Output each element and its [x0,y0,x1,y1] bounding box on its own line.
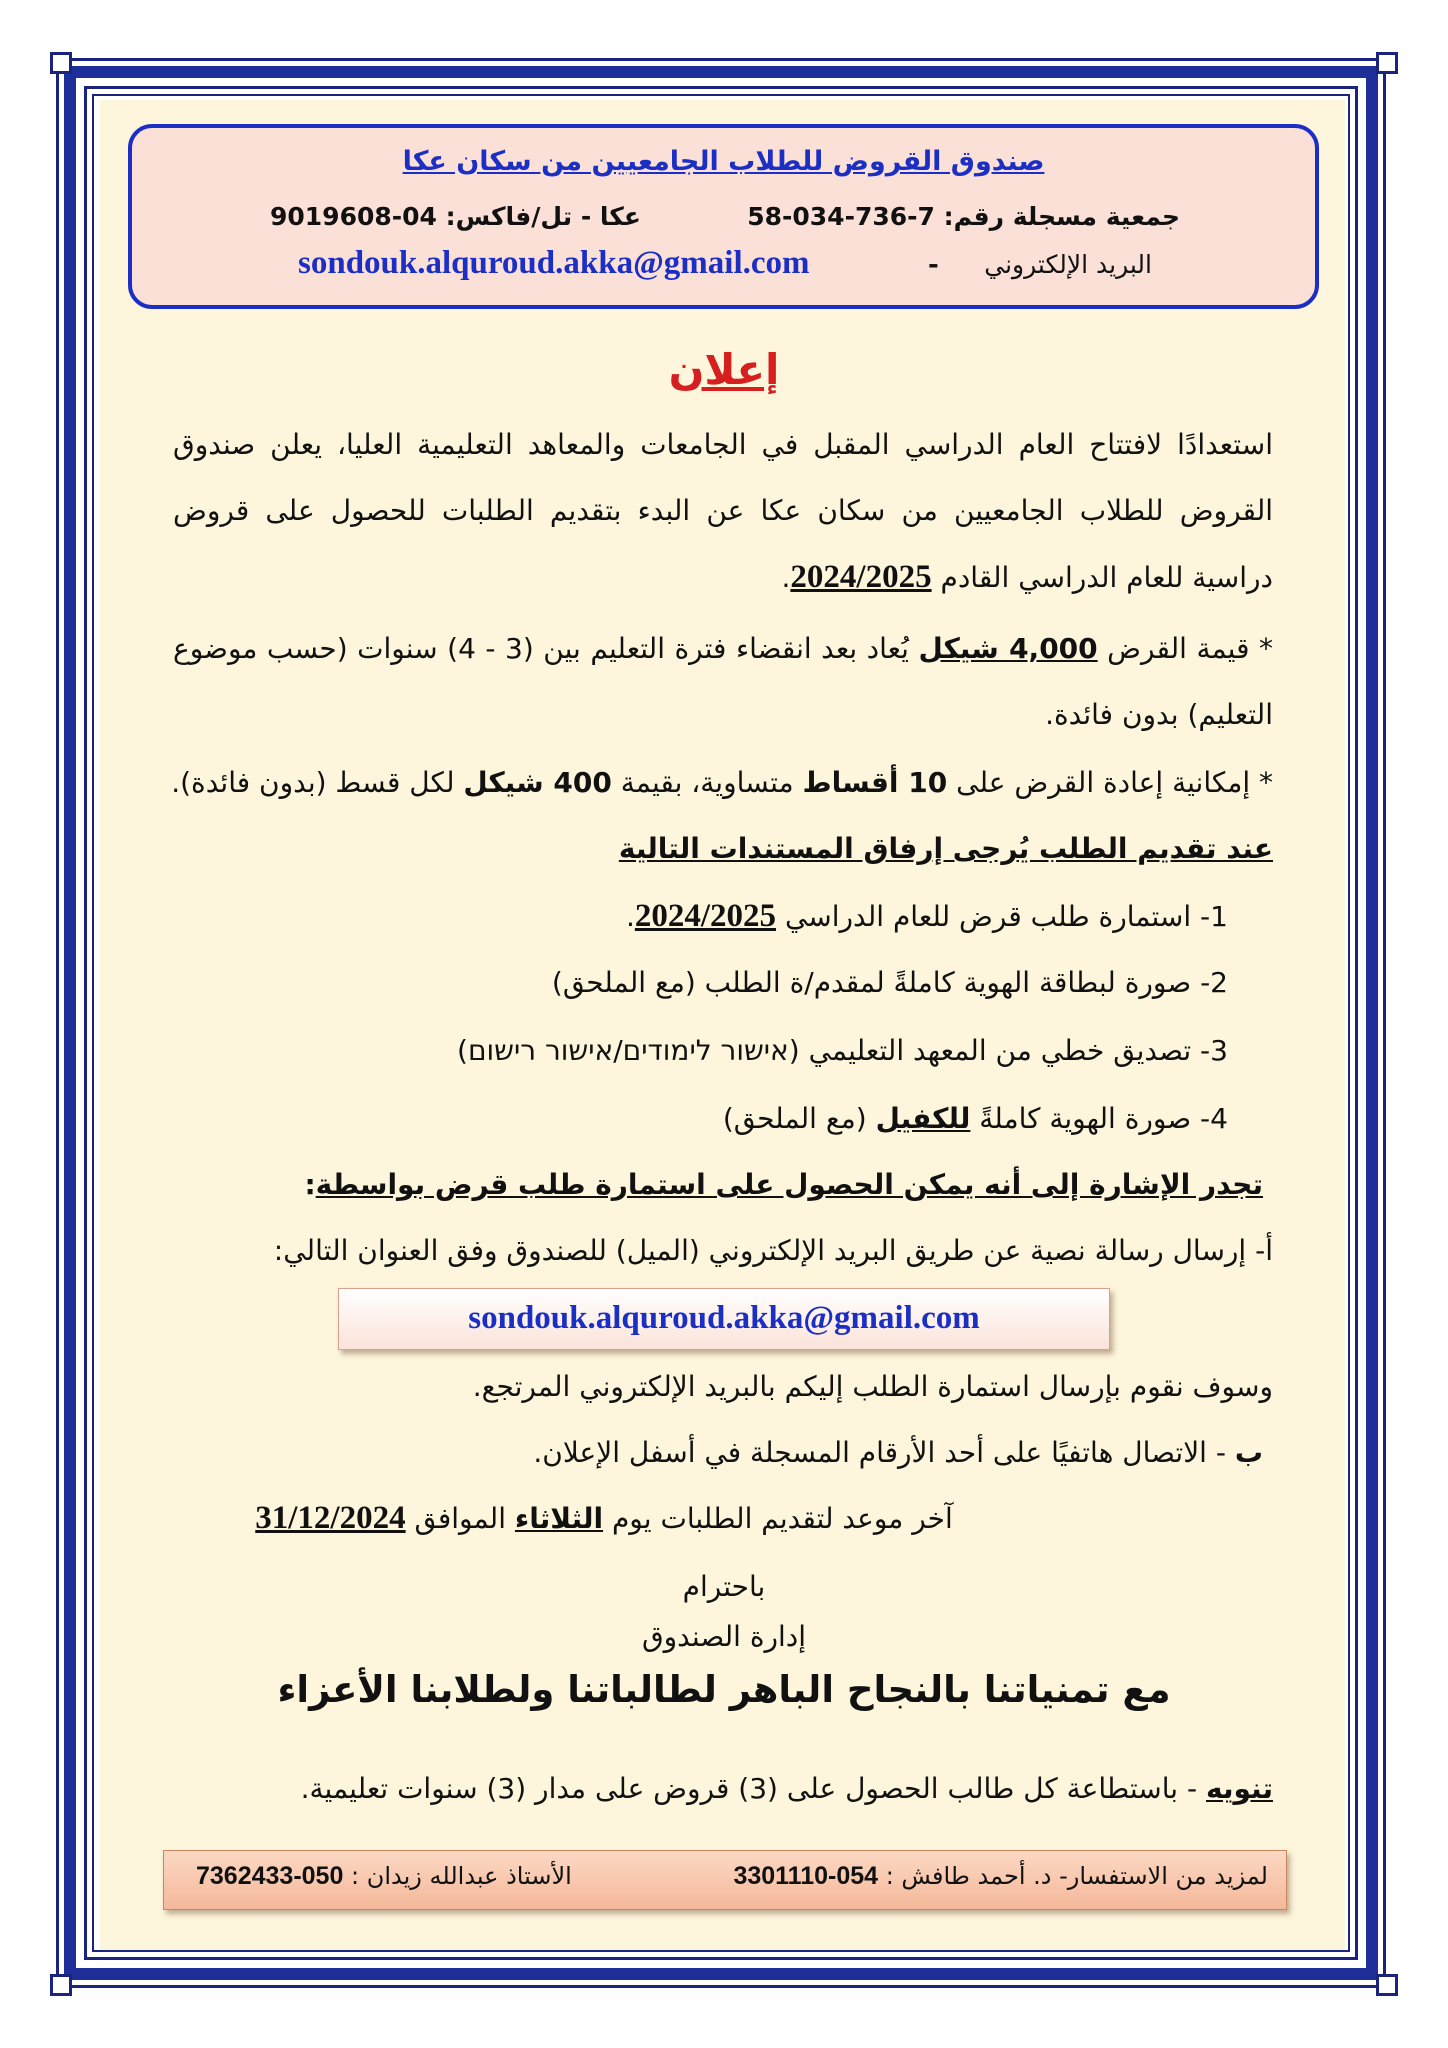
item1-end: . [625,900,635,933]
option-a: أ- إرسال رسالة نصية عن طريق البريد الإلكتروني (الميل) للصندوق وفق العنوان التالي: [273,1234,1273,1267]
corner-ornament-tl [50,52,72,74]
email-dash: - [928,250,939,280]
document-item-2: 2- صورة لبطاقة الهوية كاملةً لمقدم/ة الطلب (مع الملحق) [551,966,1228,999]
contact-b-phone[interactable]: 050-7362433 [196,1862,344,1890]
reply-note: وسوف نقوم بإرسال استمارة الطلب إليكم بالبريد الإلكتروني المرتجع. [472,1370,1273,1403]
repay-installments: 10 أقساط [802,766,948,799]
deadline [0,1500,1328,1537]
option-b-label: ب [1234,1436,1263,1469]
intro-text: استعدادًا لافتتاح العام الدراسي المقبل في الجامعات والمعاهد التعليمية العليا، يعلن صندوق القروض للطلاب الجامعيين من سكان عكا عن البدء بتقديم الطلبات للحصول على قروض دراسية للعام الدراسي القادم [173,428,1273,594]
footer-contact-abdallah [196,1862,572,1891]
regards: باحترام [682,1570,766,1603]
option-b [533,1436,1263,1469]
footer-contact-ahmad [733,1862,1268,1891]
contact-a-phone[interactable]: 054-3301110 [733,1862,879,1890]
deadline-day: الثلاثاء [514,1502,604,1535]
documents-heading: عند تقديم الطلب يُرجى إرفاق المستندات التالية [618,832,1273,865]
email-box[interactable]: sondouk.alquroud.akka@gmail.com [338,1288,1110,1350]
document-item-1 [626,898,1228,935]
corner-ornament-tr [1376,52,1398,74]
repay-text-b: متساوية، بقيمة [620,766,794,799]
document-item-3: 3- تصديق خطي من المعهد التعليمي (אישור לימודים/אישור רישום) [457,1034,1228,1067]
repay-text-c: لكل قسط (بدون فائدة). [171,766,455,799]
amount-text-a: * قيمة القرض [1107,632,1273,665]
repay-text-a: * إمكانية إعادة القرض على [956,766,1273,799]
note [301,1772,1273,1805]
repayment-line [171,766,1273,799]
phone-fax: عكا - تل/فاكس: 04-9019608 [270,202,641,231]
amount-value: 4,000 شيكل [918,632,1098,665]
intro-year: 2024/2025 [790,559,932,595]
contact-a-label: لمزيد من الاستفسار- د. أحمد طافش : [885,1862,1268,1890]
how-to-heading-end: : [304,1168,316,1201]
how-to-heading-text: تجدر الإشارة إلى أنه يمكن الحصول على استمارة طلب قرض بواسطة [315,1168,1263,1201]
how-to-heading [304,1168,1263,1201]
document-item-4 [723,1102,1228,1135]
contact-b-label: الأستاذ عبدالله زيدان : [351,1862,572,1890]
intro-end: . [781,561,791,594]
note-label: تنويه [1206,1772,1273,1805]
note-text: - باستطاعة كل طالب الحصول على (3) قروض على مدار (3) سنوات تعليمية. [300,1772,1198,1805]
wishes: مع تمنياتنا بالنجاح الباهر لطالباتنا ولطلابنا الأعزاء [277,1668,1171,1711]
item1-year: 2024/2025 [634,898,777,934]
amount-text-b: يُعاد بعد انقضاء فترة التعليم بين (3 - 4) سنوات (حسب موضوع التعليم) بدون فائدة. [173,632,1273,731]
deadline-date: 31/12/2024 [255,1500,406,1536]
registration-number: جمعية مسجلة رقم: 7-736-034-58 [747,202,1180,231]
fund-title: صندوق القروض للطلاب الجامعيين من سكان عكا [402,146,1045,177]
management: إدارة الصندوق [641,1620,807,1653]
corner-ornament-br [1376,1974,1398,1996]
loan-amount-paragraph [173,616,1273,748]
item4-guarantor: للكفيل [875,1102,971,1135]
announcement-title: إعلان [668,345,780,394]
item4-text-a: 4- صورة الهوية كاملةً [979,1102,1228,1135]
deadline-text-b: الموافق [414,1502,506,1535]
deadline-text-a: آخر موعد لتقديم الطلبات يوم [611,1502,953,1535]
header-email[interactable]: sondouk.alquroud.akka@gmail.com [298,245,810,281]
intro-paragraph [173,412,1273,611]
option-b-text: - الاتصال هاتفيًا على أحد الأرقام المسجلة في أسفل الإعلان. [533,1436,1226,1469]
item1-text: 1- استمارة طلب قرض للعام الدراسي [784,900,1228,933]
email-label: البريد الإلكتروني [984,250,1152,279]
item4-text-b: (مع الملحق) [722,1102,867,1135]
repay-value: 400 شيكل [463,766,612,799]
corner-ornament-bl [50,1974,72,1996]
